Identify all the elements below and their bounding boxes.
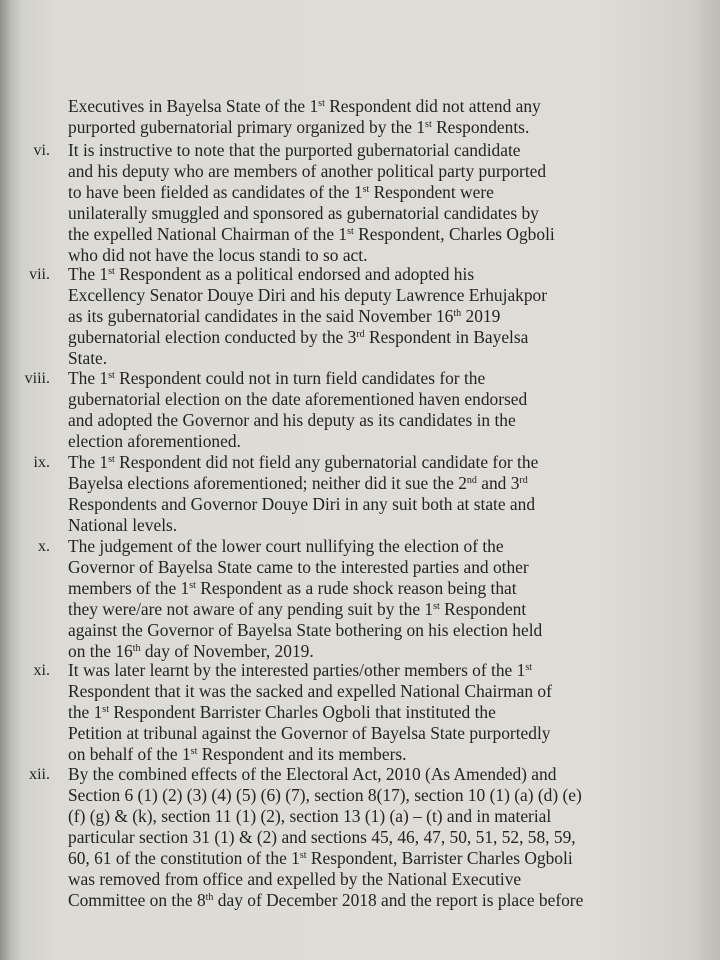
text-line: Bayelsa elections aforementioned; neither did it sue the 2nd and 3rd <box>68 473 528 493</box>
text-line: was removed from office and expelled by the National Executive <box>68 869 522 889</box>
intro-paragraph <box>68 96 594 138</box>
text-line: election aforementioned. <box>68 431 241 451</box>
item-number: vi. <box>33 142 50 159</box>
text-line: to have been fielded as candidates of the 1st Respondent were <box>68 182 494 202</box>
text-line: members of the 1st Respondent as a rude shock reason being that <box>68 578 517 598</box>
text-line: Petition at tribunal against the Governor of Bayelsa State purportedly <box>68 723 551 743</box>
text-line: (f) (g) & (k), section 11 (1) (2), section 13 (1) (a) – (t) and in material <box>68 806 552 826</box>
text-line: and his deputy who are members of another political party purported <box>68 161 547 181</box>
text-line: It is instructive to note that the purported gubernatorial candidate <box>68 140 521 160</box>
text-line: By the combined effects of the Electoral Act, 2010 (As Amended) and <box>68 764 557 784</box>
item-number: vii. <box>29 266 50 283</box>
text-line: they were/are not aware of any pending suit by the 1st Respondent <box>68 599 527 619</box>
text-line: Section 6 (1) (2) (3) (4) (5) (6) (7), section 8(17), section 10 (1) (a) (d) (e) <box>68 785 582 805</box>
text-line: Respondents and Governor Douye Diri in any suit both at state and <box>68 494 536 514</box>
text-line: particular section 31 (1) & (2) and sections 45, 46, 47, 50, 51, 52, 58, 59, <box>68 827 576 847</box>
item-number: xii. <box>29 766 50 783</box>
text-line: gubernatorial election conducted by the 3rd Respondent in Bayelsa <box>68 327 529 347</box>
item-text <box>68 764 602 911</box>
text-line: The judgement of the lower court nullifying the election of the <box>68 536 504 556</box>
item-text <box>68 452 596 536</box>
text-line: Excellency Senator Douye Diri and his deputy Lawrence Erhujakpor <box>68 285 548 305</box>
text-line: on behalf of the 1st Respondent and its members. <box>68 744 407 764</box>
text-line: The 1st Respondent as a political endorsed and adopted his <box>68 264 475 284</box>
text-line: who did not have the locus standi to so act. <box>68 245 368 265</box>
item-number: viii. <box>24 370 50 387</box>
text-line: National levels. <box>68 515 178 535</box>
item-number: ix. <box>33 454 50 471</box>
text-line: unilaterally smuggled and sponsored as gubernatorial candidates by <box>68 203 539 223</box>
text-line: Executives in Bayelsa State of the 1st Respondent did not attend any <box>68 96 541 116</box>
text-line: gubernatorial election on the date aforementioned haven endorsed <box>68 389 528 409</box>
item-text <box>68 536 596 662</box>
item-text <box>68 660 596 765</box>
text-line: Respondent that it was the sacked and expelled National Chairman of <box>68 681 552 701</box>
text-line: purported gubernatorial primary organized by the 1st Respondents. <box>68 117 530 137</box>
item-number: xi. <box>33 662 50 679</box>
text-line: The 1st Respondent could not in turn field candidates for the <box>68 368 486 388</box>
item-text <box>68 264 596 369</box>
text-line: 60, 61 of the constitution of the 1st Respondent, Barrister Charles Ogboli <box>68 848 573 868</box>
text-line: Governor of Bayelsa State came to the interested parties and other <box>68 557 529 577</box>
item-text <box>68 368 596 452</box>
text-line: against the Governor of Bayelsa State bothering on his election held <box>68 620 543 640</box>
text-line: and adopted the Governor and his deputy as its candidates in the <box>68 410 516 430</box>
text-line: as its gubernatorial candidates in the said November 16th 2019 <box>68 306 501 326</box>
text-line: The 1st Respondent did not field any gubernatorial candidate for the <box>68 452 539 472</box>
text-line: It was later learnt by the interested parties/other members of the 1st <box>68 660 532 680</box>
item-number: x. <box>38 538 50 555</box>
text-line: State. <box>68 348 108 368</box>
text-line: the 1st Respondent Barrister Charles Ogboli that instituted the <box>68 702 496 722</box>
item-text <box>68 140 596 266</box>
text-line: Committee on the 8th day of December 2018 and the report is place before <box>68 890 584 910</box>
text-line: the expelled National Chairman of the 1st Respondent, Charles Ogboli <box>68 224 555 244</box>
text-line: on the 16th day of November, 2019. <box>68 641 314 661</box>
